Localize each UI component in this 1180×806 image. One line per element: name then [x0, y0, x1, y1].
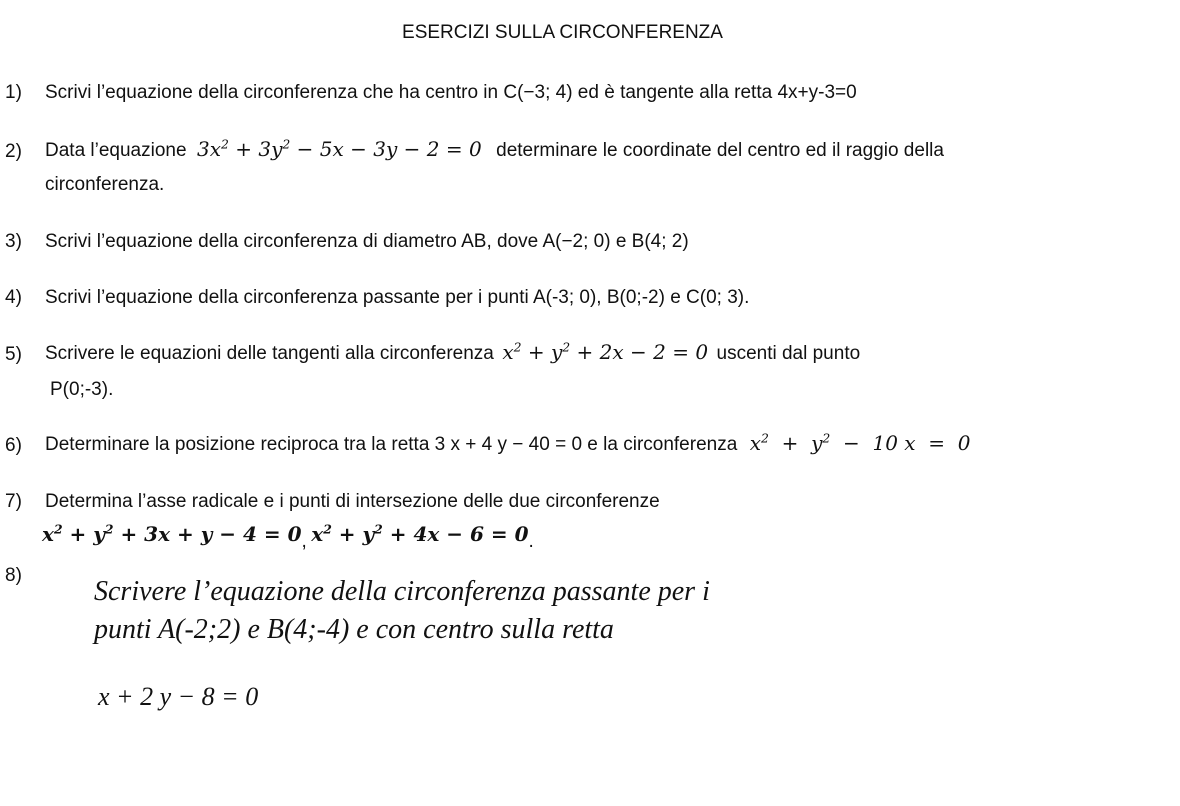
exercise-2-pre: Data l’equazione [45, 140, 187, 161]
exercise-4-text: Scrivi l’equazione della circonferenza passante per i punti A(-3; 0), B(0;-2) e C(0; 3). [45, 287, 750, 308]
exercise-7-equations [42, 521, 534, 552]
exercise-7-number: 7) [5, 491, 22, 512]
exercise-6-pre: Determinare la posizione reciproca tra la retta 3 x + 4 y − 40 = 0 e la circonferenza [45, 434, 738, 455]
exercise-7-separator: , [301, 531, 307, 552]
exercise-8-line-2: punti A(-2;2) e B(4;-4) e con centro sulla retta [94, 614, 614, 645]
exercise-5-equation: $x^2 + y^2 + 2x - 2 = 0$ [502, 339, 709, 364]
exercise-2-post: determinare le coordinate del centro ed il raggio della [496, 140, 944, 161]
exercise-2-line [45, 137, 944, 162]
exercise-6-line [45, 431, 970, 456]
exercise-7-equation-1: $x^2 + y^2 + 3x + y - 4 = 0$ [42, 521, 302, 546]
exercise-5-line [45, 340, 860, 365]
exercise-7-text: Determina l’asse radicale e i punti di intersezione delle due circonferenze [45, 491, 660, 512]
exercise-8-number: 8) [5, 565, 22, 586]
exercise-5-pre: Scrivere le equazioni delle tangenti alla circonferenza [45, 343, 494, 364]
exercise-2-equation: $3x^2 + 3y^2 - 5x - 3y - 2 = 0$ [197, 136, 482, 161]
exercise-4-number: 4) [5, 287, 22, 308]
exercise-8-equation: x + 2 y − 8 = 0 [98, 682, 259, 711]
exercise-2-number: 2) [5, 141, 22, 162]
exercise-7-equation-2: $x^2 + y^2 + 4x - 6 = 0$ [311, 521, 529, 546]
exercise-7-period: . [528, 531, 534, 552]
exercise-6-equation: $x^2 + y^2 - 10$ x = 0 [749, 430, 971, 455]
page-title: ESERCIZI SULLA CIRCONFERENZA [402, 22, 723, 43]
exercise-5-post: uscenti dal punto [716, 343, 861, 364]
exercise-3-number: 3) [5, 231, 22, 252]
exercise-1-number: 1) [5, 82, 22, 103]
exercise-3-text: Scrivi l’equazione della circonferenza di diametro AB, dove A(−2; 0) e B(4; 2) [45, 231, 689, 252]
exercise-5-number: 5) [5, 344, 22, 365]
exercise-1-text: Scrivi l’equazione della circonferenza che ha centro in C(−3; 4) ed è tangente alla retta 4x+y-3=0 [45, 82, 857, 103]
exercise-5-cont: P(0;-3). [50, 379, 114, 400]
exercise-6-number: 6) [5, 435, 22, 456]
exercise-8-line-1: Scrivere l’equazione della circonferenza passante per i [94, 576, 710, 607]
exercise-2-cont: circonferenza. [45, 174, 165, 195]
